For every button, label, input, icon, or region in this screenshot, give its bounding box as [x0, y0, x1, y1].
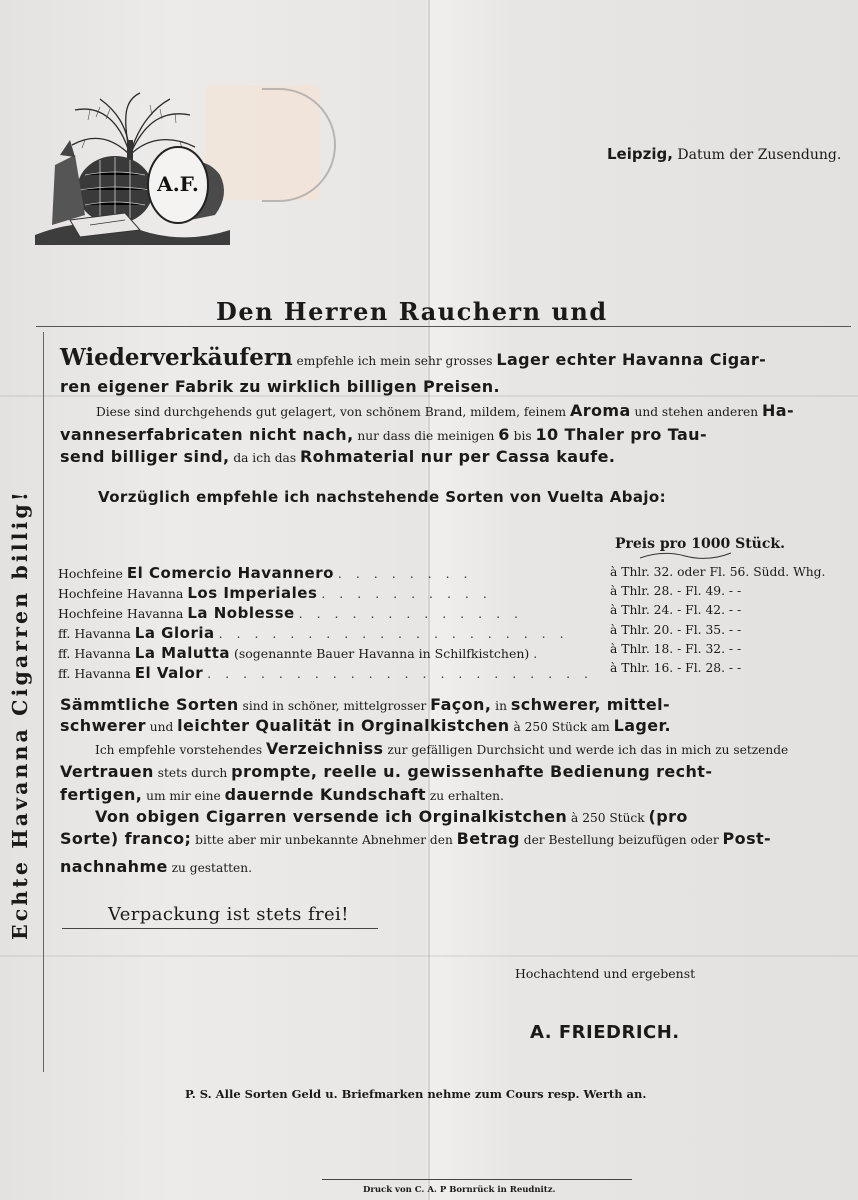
- body2-line-3: Ich empfehle vorstehendes Verzeichniss zur gefälligen Durchsicht und werde ich das in mich zu setzende: [95, 739, 789, 758]
- body2-line-2: schwerer und leichter Qualität in Orginalkistchen à 250 Stück am Lager.: [60, 716, 671, 735]
- body2-line-7: Sorte) franco; bitte aber mir unbekannte Abnehmer den Betrag der Bestellung beizufügen oder Post-: [60, 829, 772, 848]
- signature: A. FRIEDRICH.: [530, 1022, 680, 1043]
- sort-row: Hochfeine Havanna Los Imperiales . . . . . . . . . .: [58, 584, 492, 602]
- body2-line-1: Sämmtliche Sorten sind in schöner, mittelgrosser Façon, in schwerer, mittel-: [60, 695, 671, 714]
- logo-vignette: [30, 85, 235, 250]
- sort-row: ff. Havanna La Malutta (sogenannte Bauer Havanna in Schilfkistchen) .: [58, 644, 543, 662]
- price-header: Preis pro 1000 Stück.: [615, 536, 785, 552]
- price-header-flourish-icon: [638, 550, 733, 560]
- body-line-5: send billiger sind, da ich das Rohmaterial nur per Cassa kaufe.: [60, 447, 616, 466]
- body2-line-8: nachnahme zu gestatten.: [60, 857, 252, 876]
- tobacco-vignette-icon: [30, 85, 235, 250]
- body-line-2: ren eigener Fabrik zu wirklich billigen Preisen.: [60, 377, 501, 396]
- sort-row: Hochfeine El Comercio Havannero . . . . . . . .: [58, 564, 473, 582]
- sort-price: à Thlr. 18. - Fl. 32. - -: [610, 642, 742, 656]
- body-line-1: Wiederverkäufern empfehle ich mein sehr grosses Lager echter Havanna Cigar-: [60, 344, 767, 371]
- sort-row: ff. Havanna La Gloria . . . . . . . . . . . . . . . . . . . .: [58, 624, 569, 642]
- side-slogan: Echte Havanna Cigarren billig!: [8, 489, 32, 940]
- packaging-rule: [62, 928, 378, 929]
- sort-price: à Thlr. 28. - Fl. 49. - -: [610, 584, 742, 598]
- body-line-3: Diese sind durchgehends gut gelagert, von schönem Brand, mildem, feinem Aroma und stehen anderen Ha-: [96, 401, 794, 420]
- sort-price: à Thlr. 20. - Fl. 35. - -: [610, 623, 742, 637]
- postscript: P. S. Alle Sorten Geld u. Briefmarken nehme zum Cours resp. Werth an.: [185, 1087, 647, 1101]
- sort-row: ff. Havanna El Valor . . . . . . . . . . . . . . . . . . . . . .: [58, 664, 593, 682]
- packaging-note: Verpackung ist stets frei!: [108, 904, 349, 925]
- sort-price: à Thlr. 16. - Fl. 28. - -: [610, 661, 742, 675]
- sort-row: Hochfeine Havanna La Noblesse . . . . . . . . . . . . .: [58, 604, 523, 622]
- place-date-line: [607, 145, 841, 163]
- body-line-4: vanneserfabricaten nicht nach, nur dass die meinigen 6 bis 10 Thaler pro Tau-: [60, 425, 708, 444]
- body2-line-5: fertigen, um mir eine dauernde Kundschaft zu erhalten.: [60, 785, 504, 804]
- logo-monogram: A.F.: [157, 172, 199, 196]
- body-line-6: Vorzüglich empfehle ich nachstehende Sorten von Vuelta Abajo:: [98, 488, 667, 506]
- salutation-heading: Den Herren Rauchern und: [216, 297, 608, 326]
- body2-line-6: Von obigen Cigarren versende ich Orginalkistchen à 250 Stück (pro: [95, 807, 688, 826]
- printer-imprint: Druck von C. A. P Bornrück in Reudnitz.: [363, 1185, 556, 1195]
- city-name: Leipzig,: [607, 145, 673, 163]
- date-note: Datum der Zusendung.: [677, 147, 842, 163]
- left-rule: [43, 332, 44, 1072]
- closing-greeting: Hochachtend und ergebenst: [515, 966, 696, 981]
- sort-price: à Thlr. 24. - Fl. 42. - -: [610, 603, 742, 617]
- sort-price: à Thlr. 32. oder Fl. 56. Südd. Whg.: [610, 565, 826, 579]
- fold-line-horizontal-lower: [0, 955, 858, 957]
- bottom-rule: [322, 1179, 632, 1180]
- body2-line-4: Vertrauen stets durch prompte, reelle u. gewissenhafte Bedienung recht-: [60, 762, 713, 781]
- top-rule: [36, 326, 851, 327]
